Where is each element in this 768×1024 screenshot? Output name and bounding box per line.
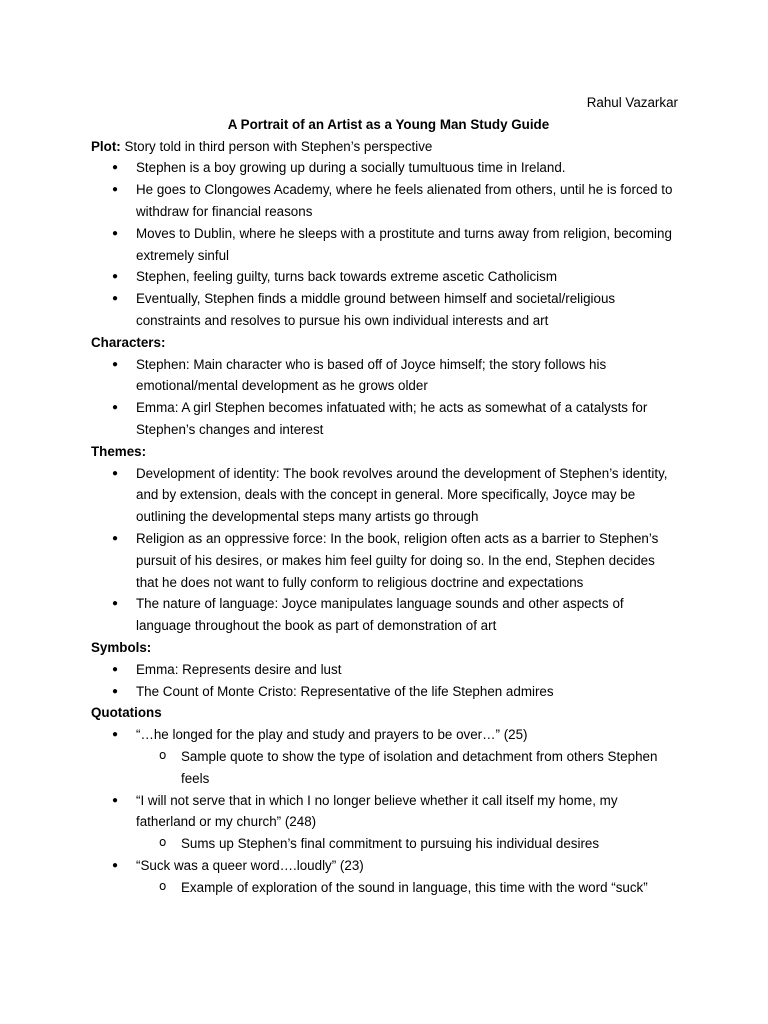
quotation-item xyxy=(136,724,680,789)
plot-item: ● He goes to Clongowes Academy, where he feels alienated from others, until he is forced to withdraw for financial reasons xyxy=(136,179,680,223)
author-name: Rahul Vazarkar xyxy=(586,95,678,110)
document-title: A Portrait of an Artist as a Young Man Study Guide xyxy=(227,116,550,132)
quotation-notes xyxy=(136,877,680,899)
quotations-list xyxy=(91,724,680,898)
character-item: ● Stephen: Main character who is based off of Joyce himself; the story follows his emotional/mental development as he grows older xyxy=(136,354,680,398)
quotation-notes xyxy=(136,833,680,855)
plot-item: ● Stephen is a boy growing up during a socially tumultuous time in Ireland. xyxy=(136,157,680,179)
symbols-label: Symbols: xyxy=(91,639,152,655)
theme-item: ● The nature of language: Joyce manipulates language sounds and other aspects of language throughout the book as part of demonstration of art xyxy=(136,593,680,637)
character-item: ● Emma: A girl Stephen becomes infatuated with; he acts as somewhat of a catalysts for Stephen’s changes and interest xyxy=(136,397,680,441)
characters-label: Characters: xyxy=(91,334,166,350)
quotation-item xyxy=(136,855,680,899)
quotations-section xyxy=(91,702,680,898)
quotation-note: o Example of exploration of the sound in language, this time with the word “suck” xyxy=(181,877,680,899)
characters-list xyxy=(91,354,680,441)
plot-item: ● Moves to Dublin, where he sleeps with a prostitute and turns away from religion, becoming extremely sinful xyxy=(136,223,680,267)
plot-item: ● Stephen, feeling guilty, turns back towards extreme ascetic Catholicism xyxy=(136,266,680,288)
symbol-item: ● The Count of Monte Cristo: Representative of the life Stephen admires xyxy=(136,681,680,703)
theme-item: ● Development of identity: The book revolves around the development of Stephen’s identity, and by extension, deals with the concept in general. More specifically, Joyce may be outlining the developmental steps many artists go through xyxy=(136,463,680,528)
quotation-note: o Sums up Stephen’s final commitment to pursuing his individual desires xyxy=(181,833,680,855)
quotation-item xyxy=(136,790,680,855)
symbols-section xyxy=(91,637,680,702)
themes-label: Themes: xyxy=(91,443,147,459)
plot-label: Plot: xyxy=(91,138,121,154)
symbol-item: ● Emma: Represents desire and lust xyxy=(136,659,680,681)
symbols-list xyxy=(91,659,680,703)
quotation-text: “Suck was a queer word….loudly” (23) xyxy=(136,857,364,873)
quotation-text: “…he longed for the play and study and prayers to be over…” (25) xyxy=(136,727,528,743)
themes-list xyxy=(91,463,680,637)
theme-item: ● Religion as an oppressive force: In the book, religion often acts as a barrier to Stephen’s pursuit of his desires, or makes him feel guilty for doing so. In the end, Stephen decides that he does not want to fully conform to religious doctrine and expectations xyxy=(136,528,680,593)
plot-heading xyxy=(91,136,680,158)
quotation-note: o Sample quote to show the type of isolation and detachment from others Stephen feels xyxy=(181,746,680,790)
quotation-text: “I will not serve that in which I no longer believe whether it call itself my home, my fatherland or my church” (248) xyxy=(136,792,618,830)
plot-section xyxy=(91,136,680,332)
plot-intro: Story told in third person with Stephen’s perspective xyxy=(120,138,433,154)
characters-section xyxy=(91,332,680,441)
plot-item: ● Eventually, Stephen finds a middle ground between himself and societal/religious constraints and resolves to pursue his own individual interests and art xyxy=(136,288,680,332)
quotations-label: Quotations xyxy=(91,705,162,721)
quotation-notes xyxy=(136,746,680,790)
plot-list xyxy=(91,157,680,331)
themes-section xyxy=(91,441,680,637)
